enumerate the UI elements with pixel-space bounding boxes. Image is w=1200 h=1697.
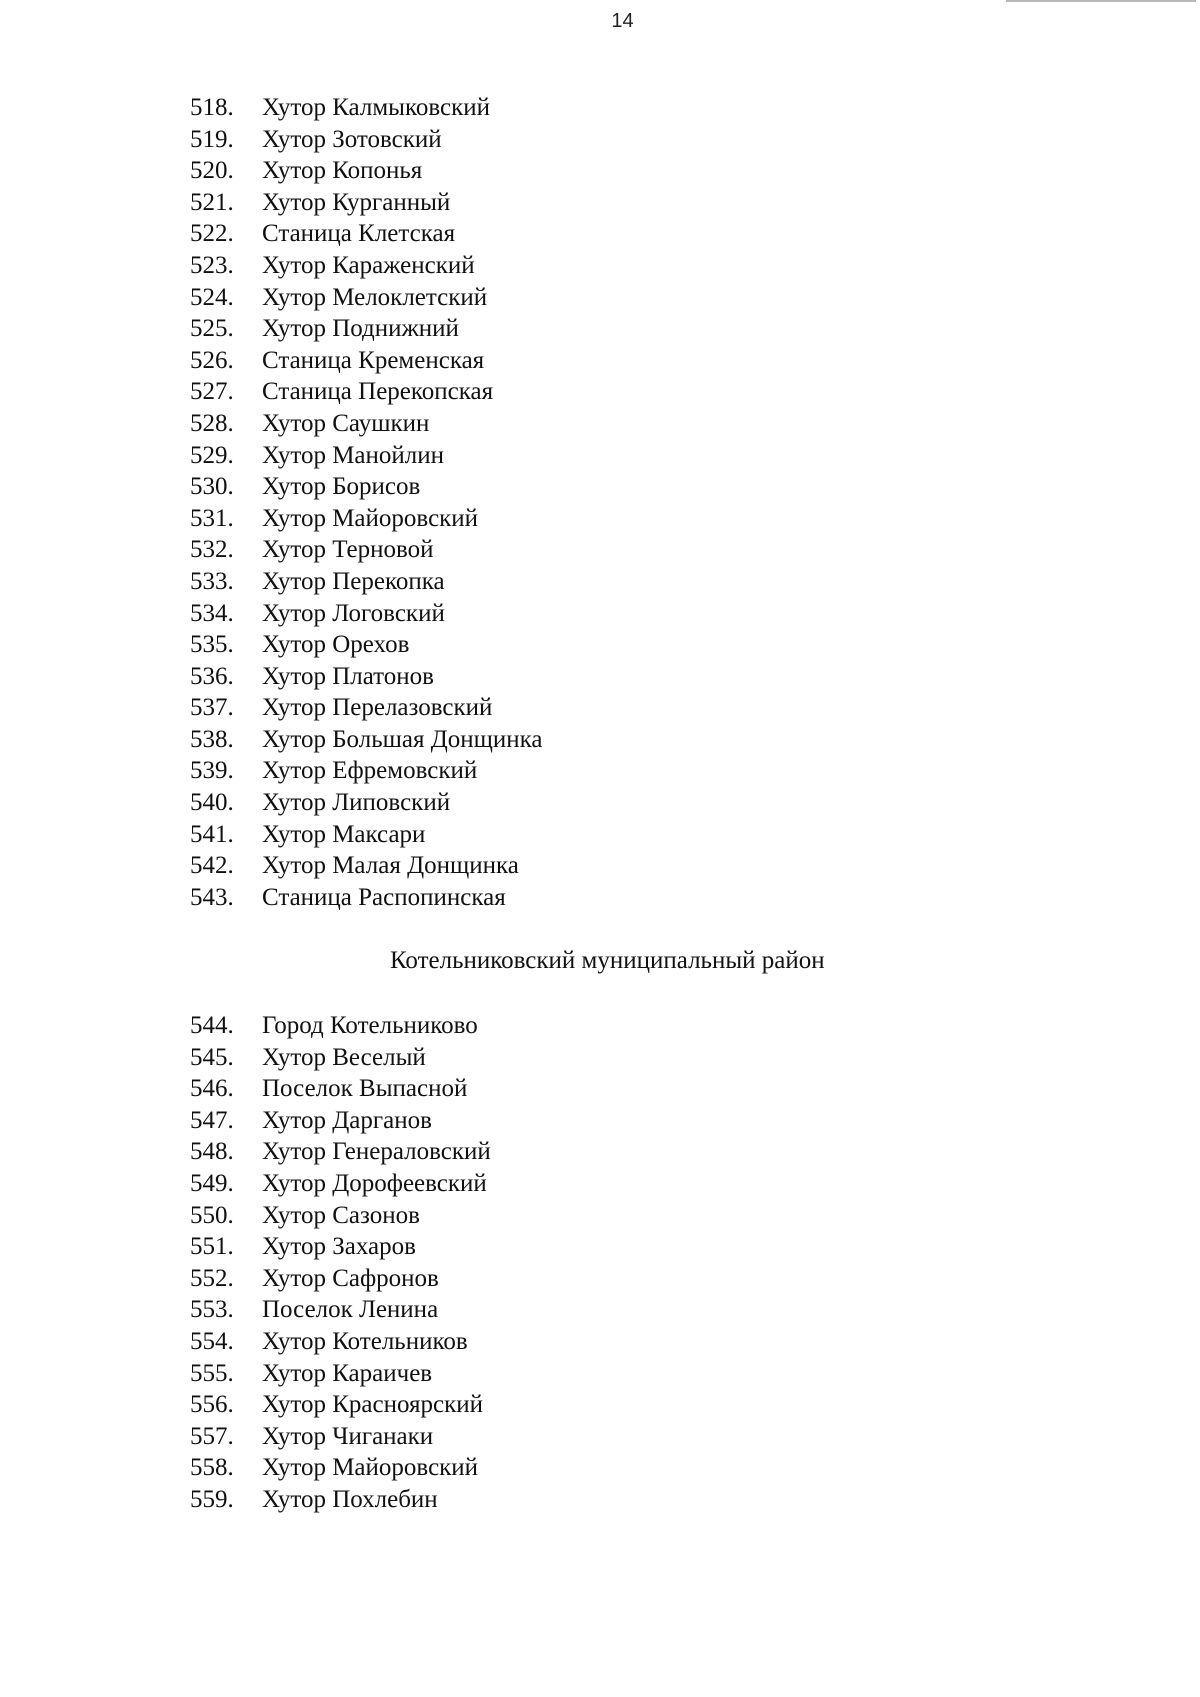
- list-item: [190, 1168, 491, 1200]
- list-item: [190, 376, 543, 408]
- item-number: 558.: [190, 1454, 234, 1482]
- item-number: 529.: [190, 441, 234, 469]
- item-name: Хутор Караженский: [262, 251, 475, 279]
- item-name: Хутор Сазонов: [262, 1201, 420, 1229]
- item-number: 549.: [190, 1169, 234, 1197]
- list-item: [190, 566, 543, 598]
- item-name: Хутор Захаров: [262, 1233, 416, 1261]
- list-item: [190, 218, 543, 250]
- item-name: Хутор Терновой: [262, 536, 434, 564]
- item-number: 533.: [190, 567, 234, 595]
- item-name: Хутор Дарганов: [262, 1106, 432, 1134]
- item-name: Хутор Похлебин: [262, 1485, 438, 1513]
- item-number: 550.: [190, 1201, 234, 1229]
- item-number: 547.: [190, 1106, 234, 1134]
- item-number: 527.: [190, 378, 234, 406]
- item-number: 542.: [190, 852, 234, 880]
- item-name: Станица Клетская: [262, 220, 456, 248]
- item-number: 553.: [190, 1296, 234, 1324]
- scan-edge-mark: [1006, 0, 1196, 2]
- item-number: 524.: [190, 283, 234, 311]
- item-name: Хутор Перелазовский: [262, 694, 493, 722]
- list-item: [190, 155, 543, 187]
- item-name: Хутор Логовский: [262, 599, 445, 627]
- list-item: [190, 661, 543, 693]
- item-number: 534.: [190, 599, 234, 627]
- list-item: [190, 1105, 491, 1137]
- list-item: [190, 1452, 491, 1484]
- item-name: Станица Кременская: [262, 346, 485, 374]
- list-item: [190, 1294, 491, 1326]
- item-number: 559.: [190, 1485, 234, 1513]
- item-number: 525.: [190, 315, 234, 343]
- item-number: 536.: [190, 662, 234, 690]
- item-name: Поселок Ленина: [262, 1296, 439, 1324]
- item-name: Хутор Ефремовский: [262, 757, 478, 785]
- list-item: [190, 1231, 491, 1263]
- item-number: 546.: [190, 1075, 234, 1103]
- list-item: [190, 850, 543, 882]
- item-name: Хутор Мелоклетский: [262, 283, 488, 311]
- list-item: [190, 503, 543, 535]
- item-number: 535.: [190, 631, 234, 659]
- item-number: 548.: [190, 1138, 234, 1166]
- item-number: 552.: [190, 1264, 234, 1292]
- list-item: [190, 629, 543, 661]
- list-item: [190, 1421, 491, 1453]
- item-number: 539.: [190, 757, 234, 785]
- list-item: [190, 345, 543, 377]
- item-name: Хутор Платонов: [262, 662, 434, 690]
- item-name: Хутор Котельников: [262, 1327, 468, 1355]
- item-name: Хутор Липовский: [262, 789, 451, 817]
- list-item: [190, 534, 543, 566]
- item-name: Хутор Калмыковский: [262, 94, 490, 121]
- item-name: Хутор Манойлин: [262, 441, 445, 469]
- item-name: Станица Перекопская: [262, 378, 494, 406]
- section-heading: Котельниковский муниципальный район: [390, 947, 825, 974]
- item-name: Хутор Саушкин: [262, 409, 430, 437]
- item-number: 557.: [190, 1422, 234, 1450]
- list-item: [190, 440, 543, 472]
- item-name: Хутор Малая Донщинка: [262, 852, 519, 880]
- item-number: 540.: [190, 789, 234, 817]
- item-number: 556.: [190, 1391, 234, 1419]
- item-number: 526.: [190, 346, 234, 374]
- list-item: [190, 1136, 491, 1168]
- list-item: [190, 1484, 491, 1516]
- list-item: [190, 1200, 491, 1232]
- item-number: 543.: [190, 883, 234, 911]
- item-name: Хутор Максари: [262, 820, 426, 848]
- item-name: Хутор Генераловский: [262, 1138, 491, 1166]
- settlement-list-first: [190, 92, 543, 913]
- item-name: Хутор Копонья: [262, 157, 423, 185]
- item-number: 523.: [190, 251, 234, 279]
- list-item: [190, 1073, 491, 1105]
- item-number: 555.: [190, 1359, 234, 1387]
- page-number: 14: [611, 10, 634, 32]
- settlement-list-second: [190, 1010, 491, 1516]
- list-item: [190, 187, 543, 219]
- list-item: [190, 819, 543, 851]
- item-name: Хутор Майоровский: [262, 504, 479, 532]
- item-number: 521.: [190, 188, 234, 216]
- list-item: [190, 598, 543, 630]
- list-item: [190, 408, 543, 440]
- list-item: [190, 755, 543, 787]
- item-name: Хутор Перекопка: [262, 567, 445, 595]
- item-name: Хутор Веселый: [262, 1043, 426, 1071]
- item-name: Город Котельниково: [262, 1012, 478, 1039]
- item-number: 531.: [190, 504, 234, 532]
- list-item: [190, 282, 543, 314]
- list-item: [190, 250, 543, 282]
- item-number: 554.: [190, 1327, 234, 1355]
- list-item: [190, 313, 543, 345]
- list-item: [190, 92, 543, 124]
- item-number: 519.: [190, 125, 234, 153]
- list-item: [190, 787, 543, 819]
- item-name: Станица Распопинская: [262, 883, 506, 911]
- item-name: Хутор Караичев: [262, 1359, 433, 1387]
- item-name: Хутор Зотовский: [262, 125, 442, 153]
- item-number: 538.: [190, 725, 234, 753]
- list-item: [190, 1042, 491, 1074]
- item-number: 520.: [190, 157, 234, 185]
- item-number: 551.: [190, 1233, 234, 1261]
- list-item: [190, 724, 543, 756]
- list-item: [190, 692, 543, 724]
- list-item: [190, 471, 543, 503]
- item-number: 537.: [190, 694, 234, 722]
- list-item: [190, 1358, 491, 1390]
- item-name: Поселок Выпасной: [262, 1075, 468, 1103]
- list-item: [190, 124, 543, 156]
- item-name: Хутор Большая Донщинка: [262, 725, 543, 753]
- item-name: Хутор Курганный: [262, 188, 451, 216]
- item-name: Хутор Борисов: [262, 473, 421, 501]
- item-number: 545.: [190, 1043, 234, 1071]
- item-name: Хутор Красноярский: [262, 1391, 483, 1419]
- item-number: 528.: [190, 409, 234, 437]
- item-number: 532.: [190, 536, 234, 564]
- item-number: 530.: [190, 473, 234, 501]
- item-number: 544.: [190, 1012, 234, 1039]
- item-name: Хутор Орехов: [262, 631, 410, 659]
- item-number: 522.: [190, 220, 234, 248]
- item-name: Хутор Дорофеевский: [262, 1169, 487, 1197]
- list-item: [190, 882, 543, 914]
- item-number: 518.: [190, 94, 234, 121]
- list-item: [190, 1389, 491, 1421]
- item-name: Хутор Сафронов: [262, 1264, 439, 1292]
- item-number: 541.: [190, 820, 234, 848]
- list-item: [190, 1326, 491, 1358]
- list-item: [190, 1010, 491, 1042]
- item-name: Хутор Майоровский: [262, 1454, 479, 1482]
- item-name: Хутор Чиганаки: [262, 1422, 434, 1450]
- item-name: Хутор Поднижний: [262, 315, 459, 343]
- list-item: [190, 1263, 491, 1295]
